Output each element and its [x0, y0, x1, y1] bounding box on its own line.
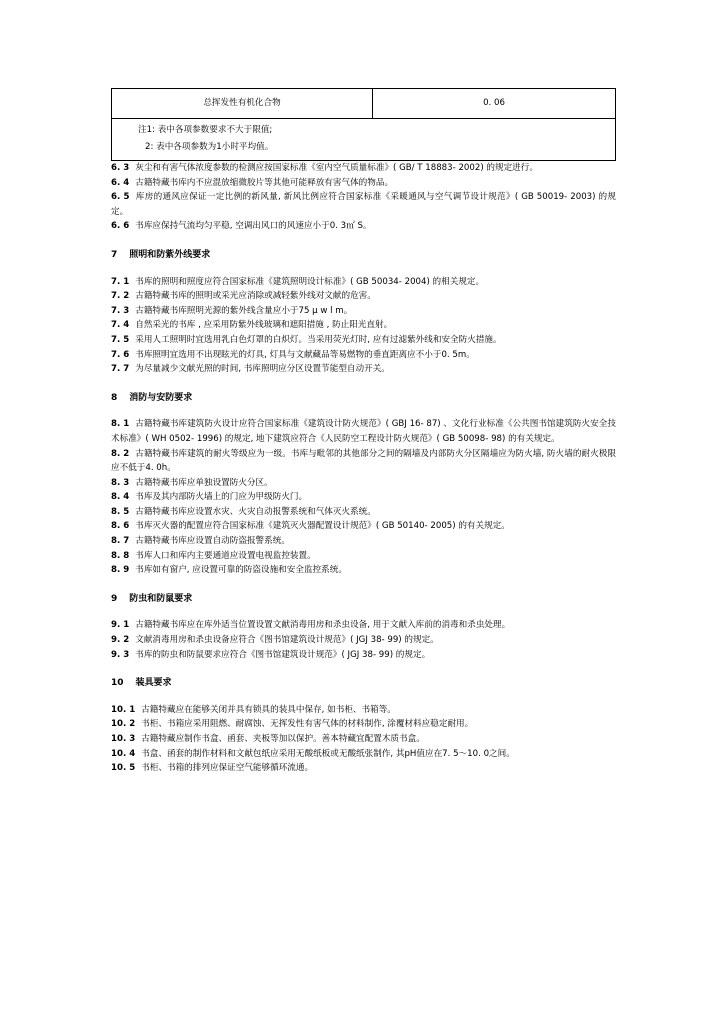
clause: [111, 447, 616, 476]
clause: [111, 717, 616, 732]
clause-number: 9. 1: [111, 620, 130, 631]
clause-number: 8. 1: [111, 419, 130, 430]
section-title: 装具要求: [135, 678, 172, 689]
clause: [111, 549, 616, 564]
section-number: 7: [111, 249, 118, 260]
clause: [111, 761, 616, 776]
section-number: 8: [111, 392, 118, 403]
section-number: 9: [111, 593, 118, 604]
clause-number: 6. 6: [111, 221, 130, 232]
clause: [111, 519, 616, 534]
clause-text: 古籍特藏书库应在库外适当位置设置文献消毒用房和杀虫设备, 用于文献入库前的消毒和杀虫处理。: [135, 620, 511, 631]
section-heading: [111, 676, 616, 691]
clause-number: 8. 5: [111, 506, 130, 517]
clause-number: 8. 9: [111, 565, 130, 576]
clause: [111, 732, 616, 747]
clause-text: 库房的通风应保证一定比例的新风量, 新风比例应符合国家标准《采暖通风与空气调节设计规范》( GB 50019- 2003) 的规定。: [111, 192, 616, 217]
clause-text: 书库人口和库内主要通道应设置电视监控装置。: [135, 550, 316, 561]
table-note-2: 2: 表中各项参数为1小时平均值。: [145, 142, 274, 152]
section-10: [111, 676, 616, 776]
clause-number: 10. 5: [111, 763, 136, 774]
section-intro: [111, 161, 616, 234]
clause-number: 10. 4: [111, 748, 136, 759]
clause: [111, 618, 616, 633]
clause-number: 7. 4: [111, 320, 130, 331]
clause-number: 9. 3: [111, 649, 130, 660]
clause-text: 文献消毒用房和杀虫设备应符合《图书馆建筑设计规范》( JGJ 38- 99) 的规定。: [135, 635, 439, 646]
table-notes: [111, 119, 616, 161]
clause-text: 古籍特藏书库应设置自动防盗报警系统。: [135, 536, 290, 547]
clause: [111, 176, 616, 191]
clause-number: 10. 2: [111, 719, 136, 730]
clause-number: 10. 1: [111, 704, 136, 715]
clause-number: 10. 3: [111, 734, 136, 744]
clause: [111, 747, 616, 762]
clause: [111, 490, 616, 505]
clause-text: 书库照明宜选用不出现眩光的灯具, 灯具与文献藏品等易燃物的垂直距离应不小于0. 5m。: [135, 349, 475, 360]
document-body: [111, 161, 616, 776]
section-heading: [111, 592, 616, 607]
clause-number: 8. 2: [111, 448, 130, 459]
clause-text: 古籍特藏书库建筑防火设计应符合国家标准《建筑设计防火规范》( GBJ 16- 87) 、文化行业标准《公共图书馆建筑防火安全技术标准》( WH 0502- 1996) 的规定, 地下建筑应符合《人民防空工程设计防火规范》( GB 50098- 98) 的有关规定。: [111, 419, 617, 444]
section-9: [111, 592, 616, 662]
clause-text: 书柜、书箱应采用阻燃、耐腐蚀、无挥发性有害气体的材料制作, 涂覆材料应稳定耐用。: [141, 719, 474, 730]
clause-text: 古籍特藏书库内不应混放缩微胶片等其他可能释放有害气体的物品。: [135, 177, 394, 188]
clause-number: 9. 2: [111, 635, 130, 646]
clause: [111, 289, 616, 304]
clause-number: 8. 7: [111, 536, 130, 547]
section-8: [111, 391, 616, 578]
clause-text: 书库如有窗户, 应设置可靠的防盗设施和安全监控系统。: [135, 565, 347, 576]
clause-number: 7. 5: [111, 334, 130, 345]
section-title: 照明和防紫外线要求: [129, 249, 211, 260]
clause-text: 古籍特藏书库照明光源的紫外线含量应小于75 μ w l m。: [135, 305, 353, 316]
clause: [111, 275, 616, 290]
clause-number: 6. 3: [111, 163, 130, 173]
clause-text: 古籍特藏应在能够关闭并具有锁具的装具中保存, 如书柜、书箱等。: [141, 704, 396, 715]
document-page: [111, 88, 616, 776]
section-title: 防虫和防鼠要求: [129, 593, 193, 604]
clause-text: 书库及其内部防火墙上的门应为甲级防火门。: [135, 492, 308, 503]
clause: [111, 417, 616, 446]
clause-number: 8. 3: [111, 477, 130, 488]
parameter-table: [111, 88, 616, 119]
clause-text: 灰尘和有害气体浓度参数的检测应按国家标准《室内空气质量标准》( GB/ T 18883- 2002) 的规定进行。: [135, 163, 538, 173]
clause: [111, 333, 616, 348]
clause: [111, 318, 616, 333]
clause: [111, 505, 616, 520]
clause-text: 书库的防虫和防鼠要求应符合《图书馆建筑设计规范》( JGJ 38- 99) 的规定。: [135, 649, 431, 660]
section-heading: [111, 391, 616, 406]
table-cell-value: 0. 06: [373, 89, 616, 119]
clause-text: 采用人工照明时宜选用乳白色灯罩的白炽灯。当采用荧光灯时, 应有过滤紫外线和安全防火措施。: [135, 334, 502, 345]
clause-text: 书盒、函套的制作材料和文献包纸应采用无酸纸板或无酸纸张制作, 其pH值应在7. 5～10. 0之间。: [141, 748, 515, 759]
clause-number: 8. 4: [111, 492, 130, 503]
clause-text: 书柜、书箱的排列应保证空气能够循环流通。: [141, 763, 314, 774]
clause: [111, 219, 616, 234]
section-title: 消防与安防要求: [129, 392, 193, 403]
clause-text: 古籍特藏书库应设置水灾、火灾自动报警系统和气体灭火系统。: [135, 506, 376, 517]
clause: [111, 633, 616, 648]
clause-number: 7. 3: [111, 305, 130, 316]
clause-text: 书库的照明和照度应符合国家标准《建筑照明设计标准》( GB 50034- 2004) 的相关规定。: [135, 276, 485, 287]
clause: [111, 362, 616, 377]
clause-number: 6. 5: [111, 192, 130, 203]
clause-number: 8. 6: [111, 521, 130, 532]
clause-text: 自然采光的书库 , 应采用防紫外线玻璃和遮阳措施 , 防止阳光直射。: [135, 320, 393, 331]
clause: [111, 703, 616, 718]
clause: [111, 648, 616, 663]
clause-text: 书库应保持气流均匀平稳, 空调出风口的风速应小于0. 3㎡ S。: [135, 221, 372, 232]
table-note-1: 注1: 表中各项参数要求不大于限值;: [138, 125, 273, 135]
clause-number: 6. 4: [111, 177, 130, 188]
clause-text: 古籍特藏书库建筑的耐火等级应为一级。书库与毗邻的其他部分之间的隔墙及内部防火分区隔墙应为防火墙, 防火墙的耐火极限应不低于4. 0h。: [111, 448, 616, 474]
clause: [111, 476, 616, 491]
clause: [111, 304, 616, 319]
clause-text: 古籍特藏应制作书盒、函套、夹板等加以保护。善本特藏宜配置木质书盒。: [141, 734, 425, 744]
section-7: [111, 248, 616, 377]
clause: [111, 348, 616, 363]
clause-number: 7. 1: [111, 276, 130, 287]
section-heading: [111, 248, 616, 263]
clause-number: 7. 6: [111, 349, 130, 360]
clause: [111, 563, 616, 578]
clause-text: 古籍特藏书库的照明或采光应消除或减轻紫外线对文献的危害。: [135, 291, 376, 302]
clause: [111, 190, 616, 219]
clause-number: 8. 8: [111, 550, 130, 561]
clause: [111, 161, 616, 176]
clause-number: 7. 2: [111, 291, 130, 302]
table-cell-parameter: 总挥发性有机化合物: [112, 89, 373, 119]
clause-text: 为尽量减少文献光照的时间, 书库照明应分区设置节能型自动开关。: [135, 364, 390, 375]
clause-text: 书库灭火器的配置应符合国家标准《建筑灭火器配置设计规范》( GB 50140- 2005) 的有关规定。: [135, 521, 510, 532]
clause-number: 7. 7: [111, 364, 130, 375]
clause: [111, 534, 616, 549]
clause-text: 古籍特藏书库应单独设置防火分区。: [135, 477, 273, 488]
section-number: 10: [111, 678, 124, 689]
table-row: [112, 89, 616, 119]
